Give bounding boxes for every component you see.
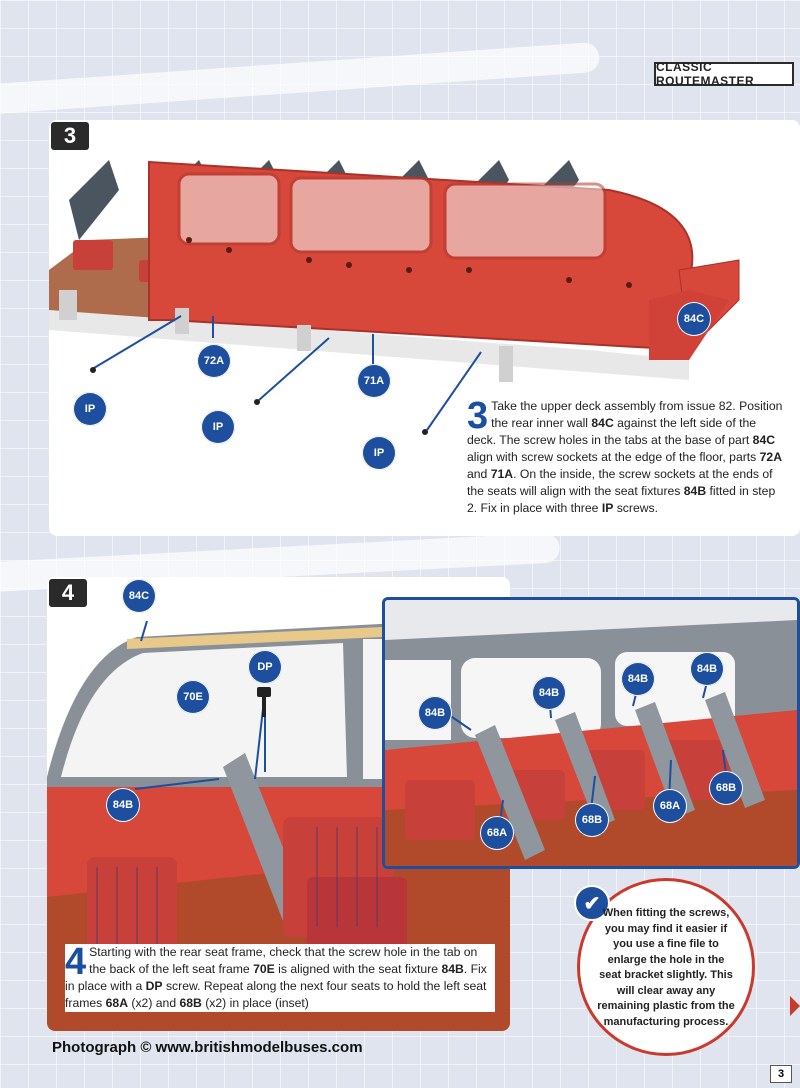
callout-ip: IP (201, 410, 235, 444)
callout-68a: 68A (653, 789, 687, 823)
callout-dp: DP (248, 650, 282, 684)
step-4-instructions: 4 Starting with the rear seat frame, check that the screw hole in the tab on the back of the left seat frame 70E is aligned with the seat fixture 84B. Fix in place with a DP screw. Repeat along the next four seats to hold the left seat frames 68A (x2) and 68B (x2) in place (inset) (65, 944, 495, 1012)
callout-ip: IP (362, 436, 396, 470)
step-3-panel (49, 120, 800, 536)
page-number: 3 (770, 1065, 792, 1083)
callout-68b: 68B (709, 771, 743, 805)
step-4-inset (382, 597, 800, 869)
next-page-arrow-icon (790, 996, 800, 1016)
tip-text: When fitting the screws, you may find it easier if you use a fine file to enlarge the hole in the seat bracket slightly. This will clear away any remaining plastic from the manufacturing process. (597, 907, 735, 1028)
callout-84b: 84B (690, 652, 724, 686)
callout-84b: 84B (621, 662, 655, 696)
callout-68a: 68A (480, 816, 514, 850)
callout-84c: 84C (122, 579, 156, 613)
series-title-badge: CLASSIC ROUTEMASTER (654, 62, 794, 86)
step-4-big-numeral: 4 (65, 941, 87, 983)
background-swoosh (0, 42, 600, 117)
callout-68b: 68B (575, 803, 609, 837)
step-3-instructions: 3 Take the upper deck assembly from issue 82. Position the rear inner wall 84C against the left side of the deck. The screw holes in the tabs at the base of part 84C align with screw sockets at the edge of the floor, parts 72A and 71A. On the inside, the screw sockets at the ends of the seats will align with the seat fixtures 84B fitted in step 2. Fix in place with three IP screws. (467, 395, 783, 515)
callout-84c: 84C (677, 302, 711, 336)
callout-84b: 84B (106, 788, 140, 822)
check-icon: ✔ (574, 885, 610, 921)
callout-70e: 70E (176, 680, 210, 714)
callout-84b: 84B (532, 676, 566, 710)
callout-84b: 84B (418, 696, 452, 730)
step-3-big-numeral: 3 (467, 395, 489, 437)
callout-ip: IP (73, 392, 107, 426)
callout-72a: 72A (197, 344, 231, 378)
photo-credit: Photograph © www.britishmodelbuses.com (52, 1039, 363, 1056)
callout-71a: 71A (357, 364, 391, 398)
step-number-4: 4 (49, 579, 87, 607)
step-number-3: 3 (51, 122, 89, 150)
